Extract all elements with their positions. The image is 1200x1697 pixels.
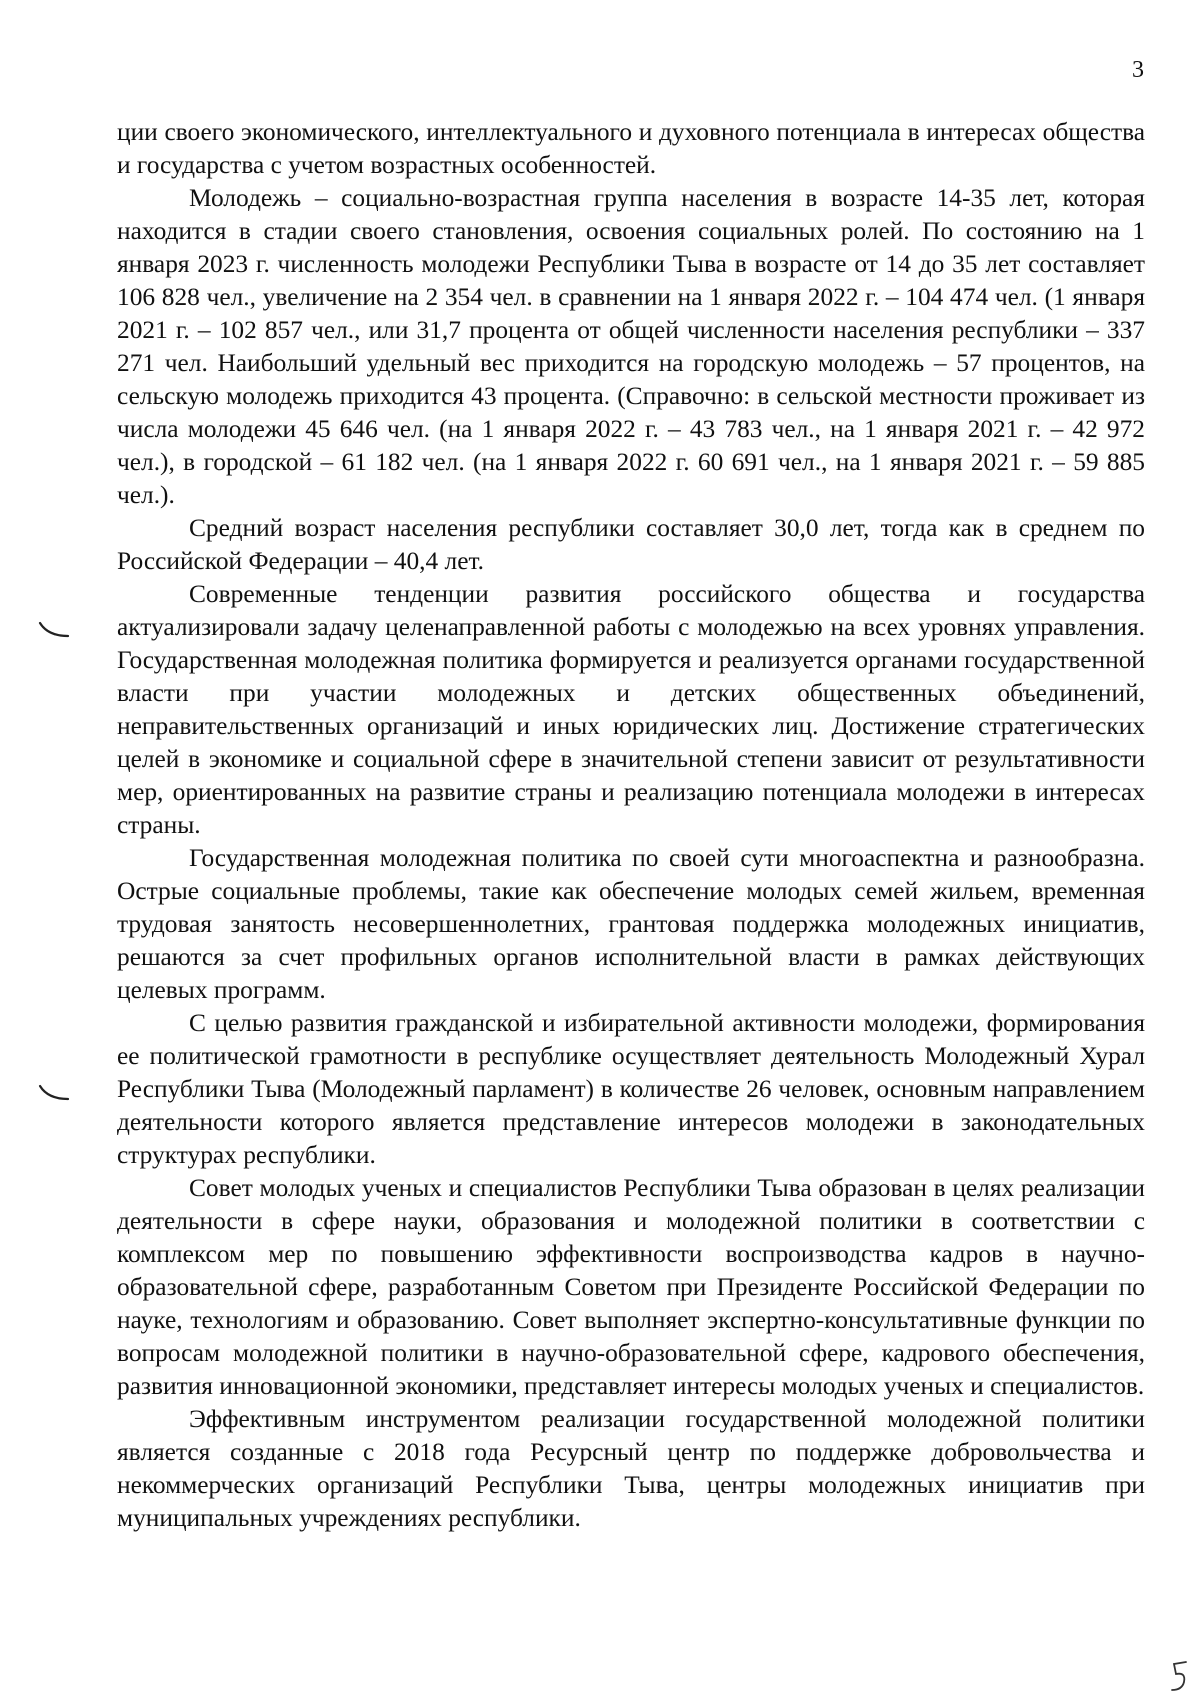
handwritten-mark-icon (1168, 1660, 1192, 1694)
document-body (117, 116, 1145, 1535)
paragraph-youth-statistics: Молодежь – социально-возрастная группа населения в возрасте 14-35 лет, которая находится в стадии своего становления, освоения социальных ролей. По состоянию на 1 января 2023 г. численность молодежи Республики Тыва в возрасте от 14 до 35 лет составляет 106 828 чел., увеличение на 2 354 чел. в сравнении на 1 января 2022 г. – 104 474 чел. (1 января 2021 г. – 102 857 чел., или 31,7 процента от общей численности населения республики – 337 271 чел. Наибольший удельный вес приходится на городскую молодежь – 57 процентов, на сельскую молодежь приходится 43 процента. (Справочно: в сельской местности проживает из числа молодежи 45 646 чел. (на 1 января 2022 г. – 43 783 чел., на 1 января 2021 г. – 42 972 чел.), в городской – 61 182 чел. (на 1 января 2022 г. 60 691 чел., на 1 января 2021 г. – 59 885 чел.). (117, 184, 1145, 509)
paragraph-resource-center: Эффективным инструментом реализации государственной молодежной политики является созданные с 2018 года Ресурсный центр по поддержке добровольчества и некоммерческих организаций Республики Тыва, центры молодежных инициатив при муниципальных учреждениях республики. (117, 1405, 1145, 1532)
paragraph-youth-parliament: С целью развития гражданской и избирательной активности молодежи, формирования ее политической грамотности в республике осуществляет деятельность Молодежный Хурал Республики Тыва (Молодежный парламент) в количестве 26 человек, основным направлением деятельности которого является представление интересов молодежи в законодательных структурах республики. (117, 1009, 1145, 1169)
page-number: 3 (1132, 57, 1144, 83)
binding-mark-icon (38, 620, 72, 642)
binding-mark-icon (38, 1083, 72, 1105)
paragraph-continuation: ции своего экономического, интеллектуального и духовного потенциала в интересах общества и государства с учетом возрастных особенностей. (117, 118, 1145, 179)
paragraph-average-age: Средний возраст населения республики составляет 30,0 лет, тогда как в среднем по Российской Федерации – 40,4 лет. (117, 514, 1145, 575)
paragraph-young-scientists-council: Совет молодых ученых и специалистов Республики Тыва образован в целях реализации деятельности в сфере науки, образования и молодежной политики в соответствии с комплексом мер по повышению эффективности воспроизводства кадров в научно-образовательной сфере, разработанным Советом при Президенте Российской Федерации по науке, технологиям и образованию. Совет выполняет экспертно-консультативные функции по вопросам молодежной политики в научно-образовательной сфере, кадрового обеспечения, развития инновационной экономики, представляет интересы молодых ученых и специалистов. (117, 1174, 1145, 1400)
paragraph-youth-policy: Государственная молодежная политика по своей сути многоаспектна и разнообразна. Острые социальные проблемы, такие как обеспечение молодых семей жильем, временная трудовая занятость несовершеннолетних, грантовая поддержка молодежных инициатив, решаются за счет профильных органов исполнительной власти в рамках действующих целевых программ. (117, 844, 1145, 1004)
paragraph-modern-trends: Современные тенденции развития российского общества и государства актуализировали задачу целенаправленной работы с молодежью на всех уровнях управления. Государственная молодежная политика формируется и реализуется органами государственной власти при участии молодежных и детских общественных объединений, неправительственных организаций и иных юридических лиц. Достижение стратегических целей в экономике и социальной сфере в значительной степени зависит от результативности мер, ориентированных на развитие страны и реализацию потенциала молодежи в интересах страны. (117, 580, 1145, 839)
